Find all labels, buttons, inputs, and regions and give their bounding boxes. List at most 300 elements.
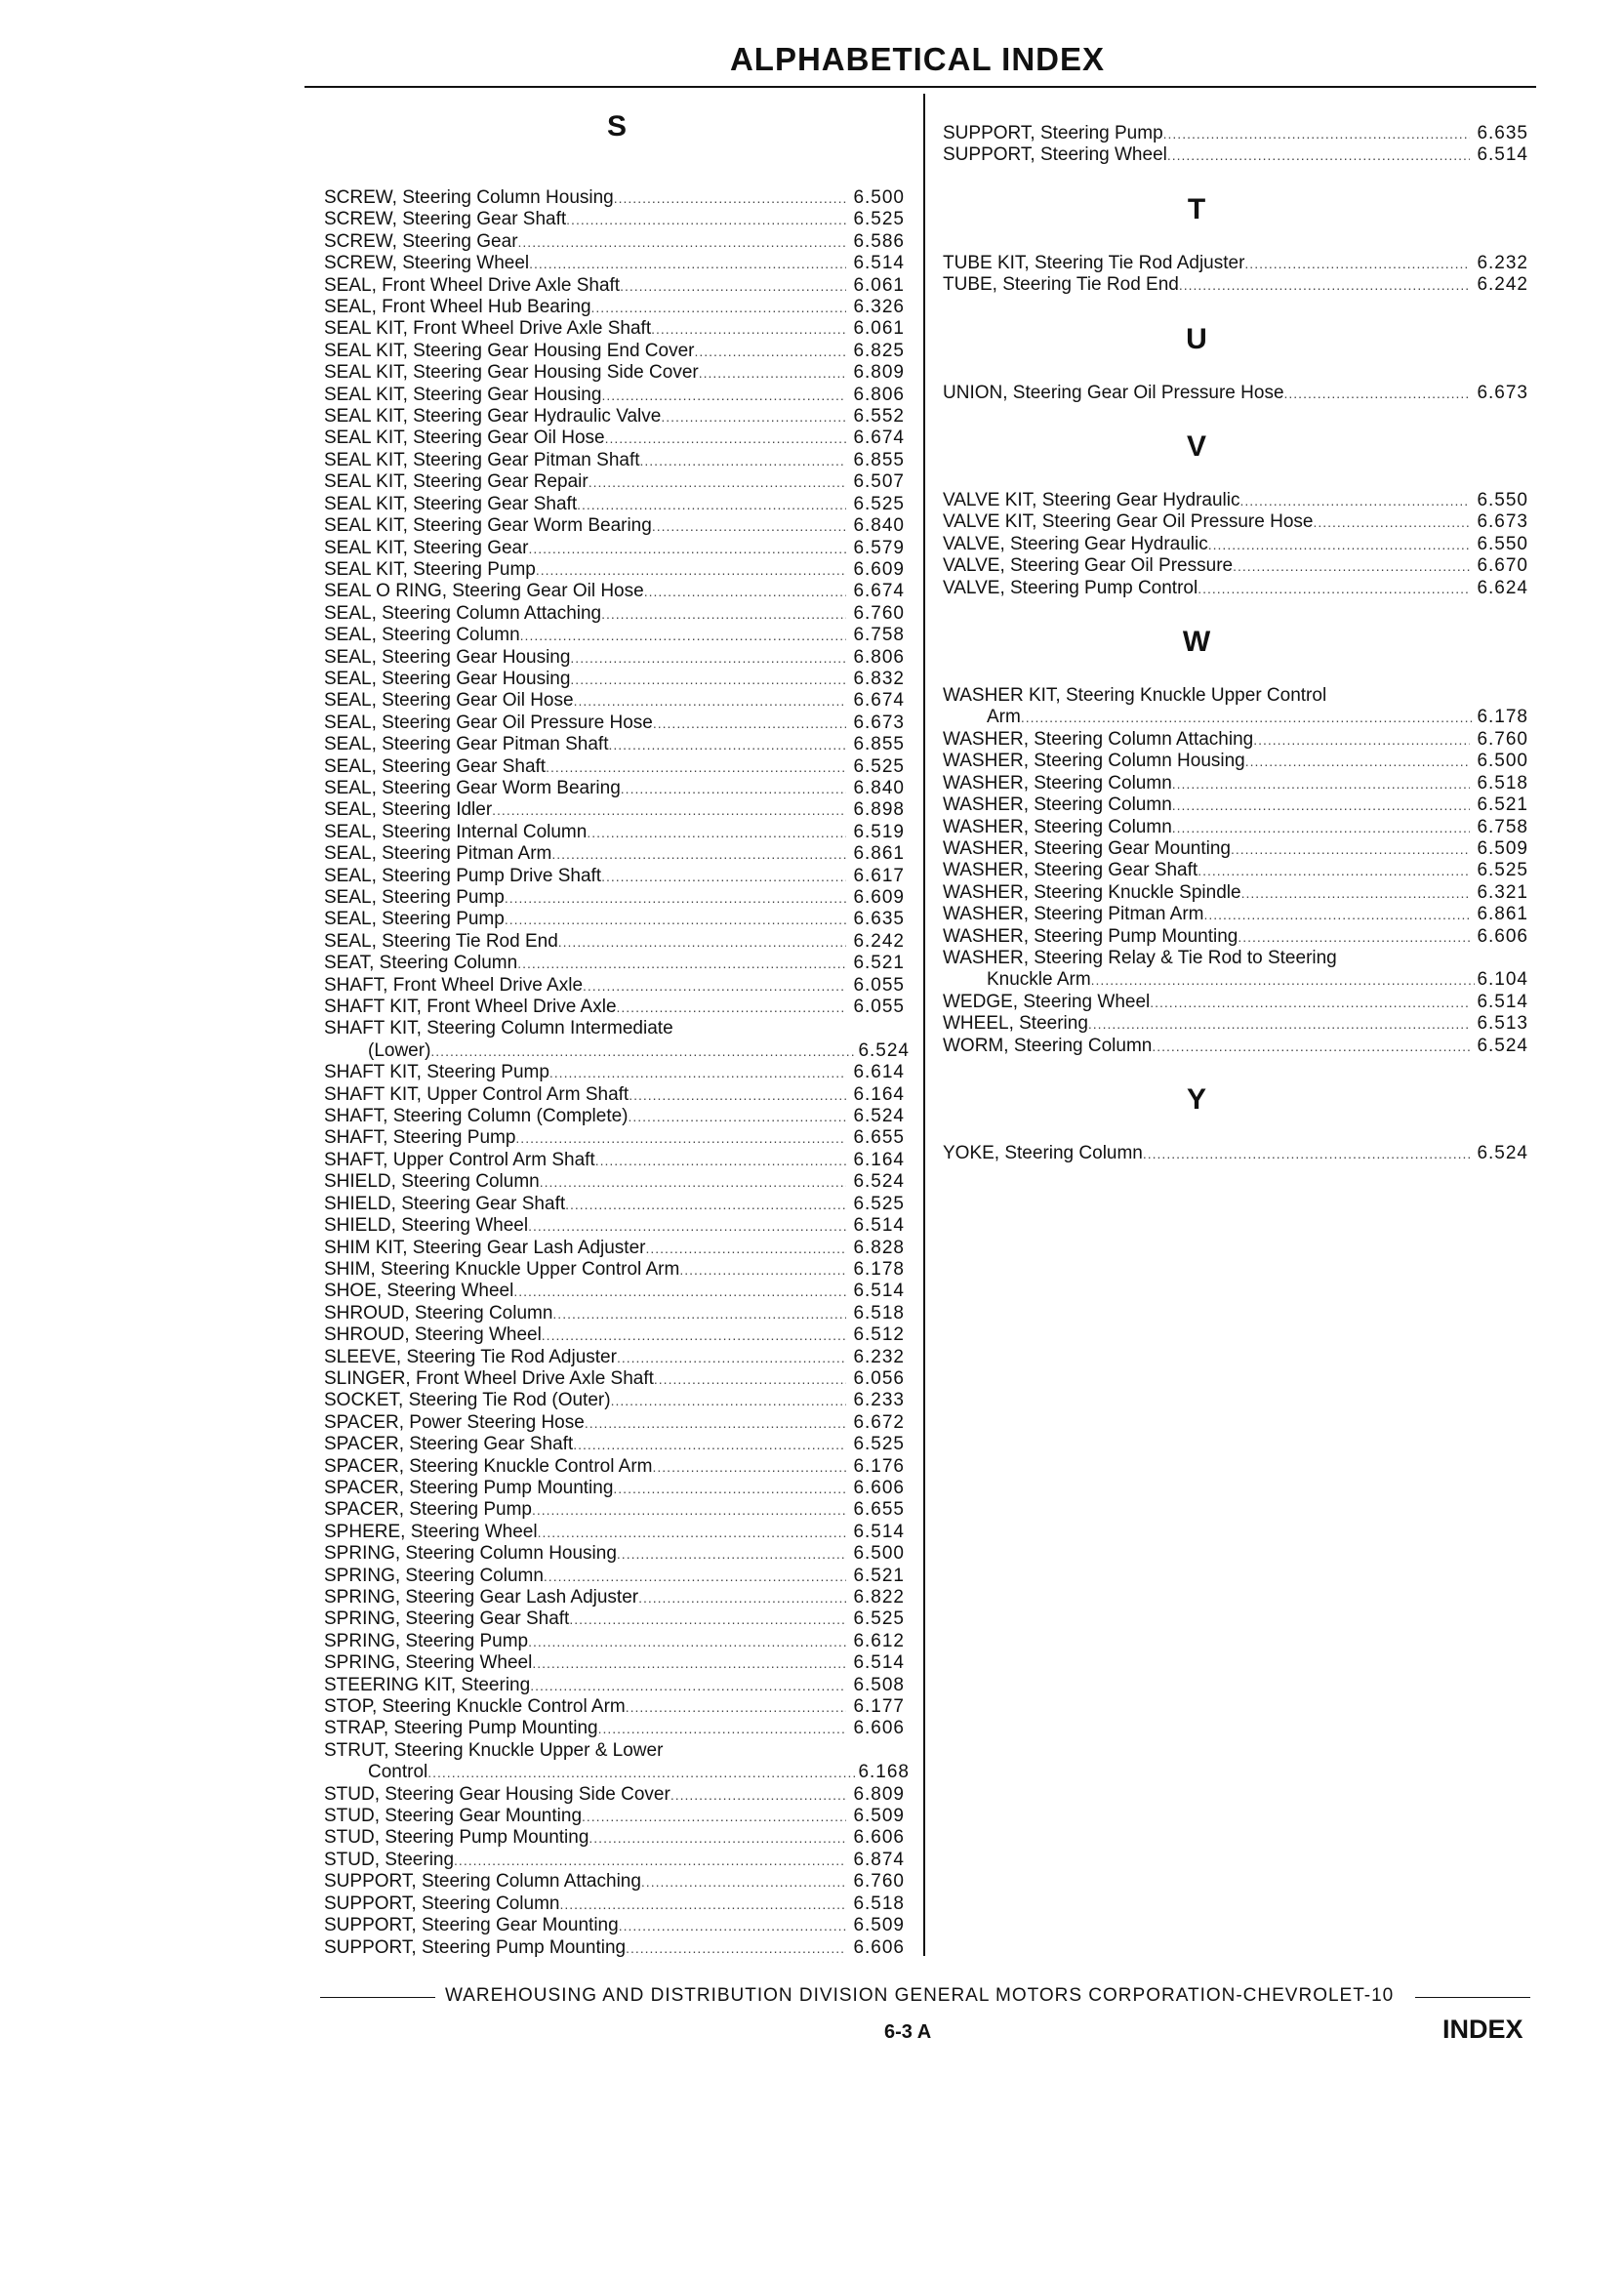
entry-name-text: WASHER KIT, Steering Knuckle Upper Control xyxy=(943,685,1327,707)
dot-leader xyxy=(538,1522,846,1543)
entry-page-ref: 6.874 xyxy=(853,1849,905,1870)
index-entry xyxy=(324,187,910,209)
dot-leader xyxy=(1143,1143,1470,1164)
dot-leader xyxy=(1172,773,1470,794)
entry-name-text: WASHER, Steering Knuckle Spindle xyxy=(943,881,1241,903)
index-entry xyxy=(324,362,910,384)
entry-name-text: STRAP, Steering Pump Mounting xyxy=(324,1718,598,1739)
index-entry xyxy=(324,756,910,778)
entry-name xyxy=(943,578,1470,599)
dot-leader xyxy=(626,1696,846,1718)
index-entry xyxy=(324,625,910,646)
entry-page-ref: 6.509 xyxy=(853,1806,905,1827)
index-entry xyxy=(943,123,1528,144)
entry-name-text: WEDGE, Steering Wheel xyxy=(943,991,1151,1012)
index-entry xyxy=(324,603,910,625)
entry-name-text: SEAL O RING, Steering Gear Oil Hose xyxy=(324,581,644,602)
entry-page-ref: 6.055 xyxy=(853,997,905,1018)
entry-name-text: SUPPORT, Steering Pump xyxy=(943,123,1163,143)
index-entry xyxy=(324,1587,910,1608)
index-entry xyxy=(324,231,910,253)
entry-name xyxy=(324,1543,846,1565)
index-entry xyxy=(324,1171,910,1193)
index-entry xyxy=(324,1893,910,1915)
section-letter: T xyxy=(1187,192,1206,225)
entry-name xyxy=(324,559,846,581)
index-entry xyxy=(324,1499,910,1521)
entry-name xyxy=(324,1806,846,1827)
entry-name-text: SPRING, Steering Pump xyxy=(324,1630,529,1651)
entry-page-ref: 6.855 xyxy=(853,449,905,470)
dot-leader xyxy=(652,515,846,537)
index-entry xyxy=(324,1062,910,1083)
index-entry xyxy=(324,953,910,974)
entry-page-ref: 6.104 xyxy=(1477,969,1528,991)
dot-leader xyxy=(570,647,846,669)
dot-leader xyxy=(617,997,846,1018)
section-letter-s: S xyxy=(606,110,627,142)
dot-leader xyxy=(1152,1036,1470,1057)
index-entry xyxy=(943,1036,1528,1057)
dot-leader xyxy=(573,1434,846,1455)
entry-name-text: SHAFT KIT, Steering Pump xyxy=(324,1062,549,1083)
index-entry xyxy=(324,1915,910,1936)
entry-name xyxy=(324,756,846,778)
index-entry xyxy=(324,1806,910,1827)
entry-name-text: SEAL, Steering Column Attaching xyxy=(324,602,602,624)
entry-name-text: SEAL, Steering Gear Worm Bearing xyxy=(324,777,621,798)
entry-name xyxy=(324,428,846,449)
entry-name-text: WASHER, Steering Relay & Tie Rod to Steering xyxy=(943,947,1337,968)
entry-name-text: SEAL KIT, Steering Gear Housing Side Cover xyxy=(324,362,699,384)
spacer xyxy=(943,404,1528,426)
entry-name xyxy=(324,866,846,887)
dot-leader xyxy=(638,1587,846,1608)
index-entry xyxy=(943,685,1528,707)
entry-name-text: WASHER, Steering Pitman Arm xyxy=(943,904,1204,925)
entry-page-ref: 6.055 xyxy=(853,974,905,996)
entry-page-ref: 6.617 xyxy=(853,865,905,886)
index-entry xyxy=(324,581,910,602)
entry-page-ref: 6.524 xyxy=(853,1171,905,1193)
entry-name xyxy=(943,707,1475,728)
entry-name xyxy=(943,123,1470,144)
entry-page-ref: 6.178 xyxy=(1477,707,1528,728)
index-entry xyxy=(943,773,1528,794)
entry-name xyxy=(324,887,846,909)
index-entry xyxy=(324,1762,910,1783)
entry-name xyxy=(943,685,1470,707)
spacer xyxy=(943,599,1528,621)
dot-leader xyxy=(587,822,846,843)
dot-leader xyxy=(654,1368,846,1390)
entry-name xyxy=(324,1390,846,1411)
dot-leader xyxy=(1253,729,1470,751)
index-entry xyxy=(943,882,1528,904)
dot-leader xyxy=(1091,969,1475,991)
entry-name-text: SEAL, Steering Pitman Arm xyxy=(324,843,552,865)
entry-name-text: SLEEVE, Steering Tie Rod Adjuster xyxy=(324,1346,617,1367)
index-entry xyxy=(943,511,1528,533)
index-entry xyxy=(943,555,1528,577)
entry-page-ref: 6.521 xyxy=(1477,794,1528,816)
entry-page-ref: 6.579 xyxy=(853,537,905,558)
index-entry xyxy=(943,992,1528,1013)
entry-name xyxy=(943,751,1470,772)
spacer xyxy=(943,1121,1528,1143)
entry-page-ref: 6.635 xyxy=(1477,123,1528,143)
entry-page-ref: 6.855 xyxy=(853,734,905,755)
index-entry xyxy=(324,1259,910,1281)
entry-page-ref: 6.606 xyxy=(853,1827,905,1849)
entry-name xyxy=(324,187,846,209)
index-entry xyxy=(943,534,1528,555)
entry-name xyxy=(324,1696,846,1718)
entry-name xyxy=(324,1347,846,1368)
entry-name xyxy=(324,1368,846,1390)
dot-leader xyxy=(591,297,846,318)
entry-name xyxy=(324,690,846,712)
index-entry xyxy=(324,1194,910,1215)
entry-page-ref: 6.840 xyxy=(853,777,905,798)
index-entry xyxy=(324,385,910,406)
entry-name-text: VALVE, Steering Gear Oil Pressure xyxy=(943,555,1234,577)
dot-leader xyxy=(1179,274,1470,296)
index-entry xyxy=(324,1718,910,1739)
entry-name-text: SUPPORT, Steering Column Attaching xyxy=(324,1871,641,1893)
entry-name-text: SEAL, Steering Internal Column xyxy=(324,821,588,842)
dot-leader xyxy=(617,1347,846,1368)
dot-leader xyxy=(532,1652,846,1674)
index-entry xyxy=(324,822,910,843)
entry-name xyxy=(324,1827,846,1849)
entry-name xyxy=(324,1893,846,1915)
entry-name xyxy=(324,209,846,230)
index-entry xyxy=(943,253,1528,274)
entry-name-text: SHAFT, Front Wheel Drive Axle xyxy=(324,974,584,996)
entry-name-text: SEAL, Steering Gear Housing xyxy=(324,668,571,689)
entry-name xyxy=(324,1652,846,1674)
entry-name xyxy=(324,843,846,865)
entry-page-ref: 6.512 xyxy=(853,1324,905,1346)
index-entry xyxy=(324,1631,910,1652)
entry-name-text: SHIM, Steering Knuckle Upper Control Arm xyxy=(324,1258,680,1280)
entry-name-text: SPRING, Steering Column xyxy=(324,1565,544,1586)
entry-name xyxy=(324,1259,846,1281)
section-label: INDEX xyxy=(1442,2015,1523,2044)
entry-name xyxy=(324,1587,846,1608)
index-entry xyxy=(324,275,910,297)
entry-name xyxy=(324,1784,846,1806)
entry-page-ref: 6.500 xyxy=(853,1543,905,1565)
entry-page-ref: 6.177 xyxy=(853,1696,905,1718)
dot-leader xyxy=(1150,992,1470,1013)
index-entry xyxy=(324,1543,910,1565)
entry-name xyxy=(324,1522,846,1543)
entry-page-ref: 6.178 xyxy=(853,1258,905,1280)
entry-page-ref: 6.674 xyxy=(853,581,905,602)
entry-name xyxy=(324,931,846,953)
entry-name-text: SUPPORT, Steering Wheel xyxy=(943,144,1167,166)
footer-text: WAREHOUSING AND DISTRIBUTION DIVISION GENERAL MOTORS CORPORATION-CHEVROLET-10 xyxy=(445,1985,1395,2006)
index-entry xyxy=(324,559,910,581)
entry-name xyxy=(324,406,846,428)
entry-name-text: SCREW, Steering Gear Shaft xyxy=(324,209,567,230)
entry-name xyxy=(943,860,1470,881)
index-entry xyxy=(324,734,910,755)
dot-leader xyxy=(589,471,846,493)
entry-page-ref: 6.525 xyxy=(1477,860,1528,881)
entry-page-ref: 6.760 xyxy=(853,1871,905,1893)
index-entry xyxy=(324,406,910,428)
entry-page-ref: 6.825 xyxy=(853,340,905,361)
index-entry xyxy=(943,1143,1528,1164)
entry-page-ref: 6.242 xyxy=(1477,274,1528,296)
entry-name xyxy=(943,1013,1470,1035)
page-number: 6-3 A xyxy=(884,2021,932,2043)
entry-name xyxy=(324,1412,846,1434)
entry-name-text: WASHER, Steering Pump Mounting xyxy=(943,925,1238,947)
entry-name-text: SEAL, Steering Gear Housing xyxy=(324,646,571,668)
entry-name-text: SEAL, Steering Gear Oil Hose xyxy=(324,690,574,712)
dot-leader xyxy=(551,843,846,865)
dot-leader xyxy=(1163,123,1470,144)
entry-name xyxy=(324,1194,846,1215)
entry-name xyxy=(324,471,846,493)
dot-leader xyxy=(653,1456,846,1478)
dot-leader xyxy=(1241,882,1470,904)
entry-page-ref: 6.176 xyxy=(853,1455,905,1477)
index-entry xyxy=(324,1675,910,1696)
entry-page-ref: 6.507 xyxy=(853,471,905,493)
dot-leader xyxy=(695,341,847,362)
entry-name-text: SEAL KIT, Steering Gear Oil Hose xyxy=(324,428,605,449)
entry-name-text: SEAL KIT, Steering Gear Housing xyxy=(324,384,602,405)
entry-page-ref: 6.514 xyxy=(1477,991,1528,1012)
entry-name xyxy=(324,1040,855,1062)
footer-rule-right xyxy=(1415,1997,1530,1998)
dot-leader xyxy=(542,1324,846,1346)
entry-name-text: SUPPORT, Steering Pump Mounting xyxy=(324,1936,627,1958)
dot-leader xyxy=(598,1718,846,1739)
index-entry xyxy=(324,428,910,449)
dot-leader xyxy=(1233,555,1470,577)
entry-name-text: Control xyxy=(368,1762,428,1783)
index-entry xyxy=(943,707,1528,728)
entry-name-text: SPRING, Steering Wheel xyxy=(324,1652,533,1674)
entry-page-ref: 6.525 xyxy=(853,755,905,777)
index-entry xyxy=(943,860,1528,881)
entry-name xyxy=(943,926,1470,948)
entry-name-text: SEAL, Front Wheel Drive Axle Shaft xyxy=(324,274,621,296)
spacer xyxy=(943,231,1528,253)
index-entry xyxy=(324,1018,910,1039)
entry-page-ref: 6.674 xyxy=(853,428,905,449)
entry-name xyxy=(943,534,1470,555)
index-entry xyxy=(324,1324,910,1346)
entry-name-text: SHAFT, Steering Column (Complete) xyxy=(324,1106,629,1127)
entry-page-ref: 6.514 xyxy=(853,253,905,274)
entry-name xyxy=(943,383,1470,404)
dot-leader xyxy=(570,669,846,690)
dot-leader xyxy=(528,1631,846,1652)
entry-page-ref: 6.321 xyxy=(1477,881,1528,903)
footer-rule-left xyxy=(320,1997,435,1998)
entry-page-ref: 6.242 xyxy=(853,930,905,952)
dot-leader xyxy=(515,1127,846,1149)
entry-name xyxy=(324,1106,846,1127)
entry-name xyxy=(324,1171,846,1193)
dot-leader xyxy=(601,603,846,625)
spacer xyxy=(943,468,1528,490)
left-column xyxy=(324,105,910,1959)
index-entry xyxy=(324,778,910,799)
entry-page-ref: 6.509 xyxy=(853,1915,905,1936)
entry-name-text: SHIM KIT, Steering Gear Lash Adjuster xyxy=(324,1237,646,1258)
dot-leader xyxy=(532,1499,846,1521)
entry-name-text: STUD, Steering xyxy=(324,1849,455,1870)
entry-page-ref: 6.550 xyxy=(1477,533,1528,554)
entry-name-text: SEAL, Steering Gear Pitman Shaft xyxy=(324,734,609,755)
entry-name-text: SEAL, Steering Idler xyxy=(324,799,493,821)
index-entry xyxy=(324,1303,910,1324)
spacer xyxy=(943,664,1528,685)
entry-name-text: SHAFT, Steering Pump xyxy=(324,1127,516,1149)
s-continued-list xyxy=(943,123,1528,167)
index-entry xyxy=(943,838,1528,860)
index-entry xyxy=(324,1850,910,1871)
entry-page-ref: 6.758 xyxy=(1477,816,1528,837)
entry-name xyxy=(324,1456,846,1478)
entry-name xyxy=(324,1718,846,1739)
dot-leader xyxy=(574,690,846,712)
dot-leader xyxy=(505,887,846,909)
entry-page-ref: 6.061 xyxy=(853,274,905,296)
dot-leader xyxy=(1172,794,1470,816)
entry-name-text: STOP, Steering Knuckle Control Arm xyxy=(324,1696,626,1718)
index-entry xyxy=(324,1084,910,1106)
entry-name-text: SEAL KIT, Front Wheel Drive Axle Shaft xyxy=(324,318,652,340)
entry-name-text: WASHER, Steering Column Housing xyxy=(943,751,1245,772)
dot-leader xyxy=(528,538,846,559)
dot-leader xyxy=(699,362,846,384)
entry-name xyxy=(943,729,1470,751)
dot-leader xyxy=(1198,578,1470,599)
index-entry xyxy=(324,318,910,340)
entry-name-text: TUBE KIT, Steering Tie Rod Adjuster xyxy=(943,252,1245,273)
entry-name-text: SEAL KIT, Steering Gear xyxy=(324,537,529,558)
entry-name-text: SPHERE, Steering Wheel xyxy=(324,1521,538,1542)
index-entry xyxy=(324,341,910,362)
dot-leader xyxy=(1231,838,1470,860)
dot-leader xyxy=(626,1937,846,1959)
entry-name xyxy=(324,362,846,384)
entry-name xyxy=(943,817,1470,838)
entry-page-ref: 6.606 xyxy=(853,1936,905,1958)
entry-name xyxy=(324,1303,846,1324)
dot-leader xyxy=(1284,383,1470,404)
entry-name xyxy=(324,909,846,930)
dot-leader xyxy=(565,1194,846,1215)
index-entry xyxy=(324,1347,910,1368)
index-entry xyxy=(324,1390,910,1411)
index-entry xyxy=(324,1784,910,1806)
index-entry xyxy=(324,647,910,669)
entry-name xyxy=(324,1062,846,1083)
entry-name-text: SHAFT KIT, Steering Column Intermediate xyxy=(324,1018,673,1039)
entry-name-text: WASHER, Steering Gear Shaft xyxy=(943,860,1198,881)
entry-page-ref: 6.524 xyxy=(858,1039,910,1061)
entry-name-text: SEAT, Steering Column xyxy=(324,953,518,974)
entry-page-ref: 6.056 xyxy=(853,1367,905,1389)
entry-name-text: SEAL KIT, Steering Gear Hydraulic Valve xyxy=(324,406,662,428)
right-column xyxy=(943,123,1528,1164)
dot-leader xyxy=(544,1566,846,1587)
dot-leader xyxy=(651,318,846,340)
entry-page-ref: 6.514 xyxy=(853,1281,905,1302)
dot-leader xyxy=(670,1784,846,1806)
entry-name-text: UNION, Steering Gear Oil Pressure Hose xyxy=(943,382,1284,403)
entry-name-text: SPACER, Steering Knuckle Control Arm xyxy=(324,1455,653,1477)
entry-page-ref: 6.609 xyxy=(853,558,905,580)
dot-leader xyxy=(558,931,846,953)
dot-leader xyxy=(589,1827,846,1849)
entry-name-text: SHAFT, Upper Control Arm Shaft xyxy=(324,1149,595,1170)
entry-name xyxy=(324,1850,846,1871)
dot-leader xyxy=(430,1040,855,1062)
index-entry xyxy=(324,1478,910,1499)
entry-name-text: SPRING, Steering Gear Shaft xyxy=(324,1608,570,1630)
entry-name-text: SPACER, Steering Pump Mounting xyxy=(324,1477,614,1498)
entry-page-ref: 6.673 xyxy=(1477,511,1528,533)
index-entry xyxy=(324,866,910,887)
dot-leader xyxy=(549,1062,846,1083)
index-entry xyxy=(943,383,1528,404)
entry-page-ref: 6.861 xyxy=(1477,904,1528,925)
entry-name-text: SHIELD, Steering Wheel xyxy=(324,1215,529,1237)
dot-leader xyxy=(601,385,846,406)
entry-page-ref: 6.670 xyxy=(1477,555,1528,577)
entry-name xyxy=(943,1143,1470,1164)
title-rule xyxy=(304,86,1536,88)
entry-page-ref: 6.518 xyxy=(853,1893,905,1914)
entry-page-ref: 6.524 xyxy=(853,1106,905,1127)
index-entry xyxy=(324,975,910,997)
index-entry xyxy=(324,1040,910,1062)
entry-name xyxy=(324,1281,846,1302)
entry-name xyxy=(324,1215,846,1237)
entry-name xyxy=(324,1608,846,1630)
dot-leader xyxy=(611,1390,846,1411)
entry-page-ref: 6.524 xyxy=(1477,1035,1528,1056)
entry-page-ref: 6.673 xyxy=(853,712,905,733)
entry-name-text: STRUT, Steering Knuckle Upper & Lower xyxy=(324,1739,664,1761)
entry-page-ref: 6.624 xyxy=(1477,577,1528,598)
entry-page-ref: 6.760 xyxy=(1477,728,1528,750)
entry-name xyxy=(943,511,1470,533)
index-entry xyxy=(324,1434,910,1455)
entry-name-text: SEAL KIT, Steering Gear Worm Bearing xyxy=(324,515,652,537)
dot-leader xyxy=(641,1871,846,1893)
dot-leader xyxy=(577,494,846,515)
entry-page-ref: 6.828 xyxy=(853,1237,905,1258)
entry-name-text: SPRING, Steering Column Housing xyxy=(324,1543,617,1565)
entry-name xyxy=(943,773,1470,794)
entry-page-ref: 6.550 xyxy=(1477,490,1528,511)
entry-name xyxy=(943,144,1470,166)
entry-page-ref: 6.655 xyxy=(853,1127,905,1149)
entry-name xyxy=(943,1036,1470,1057)
